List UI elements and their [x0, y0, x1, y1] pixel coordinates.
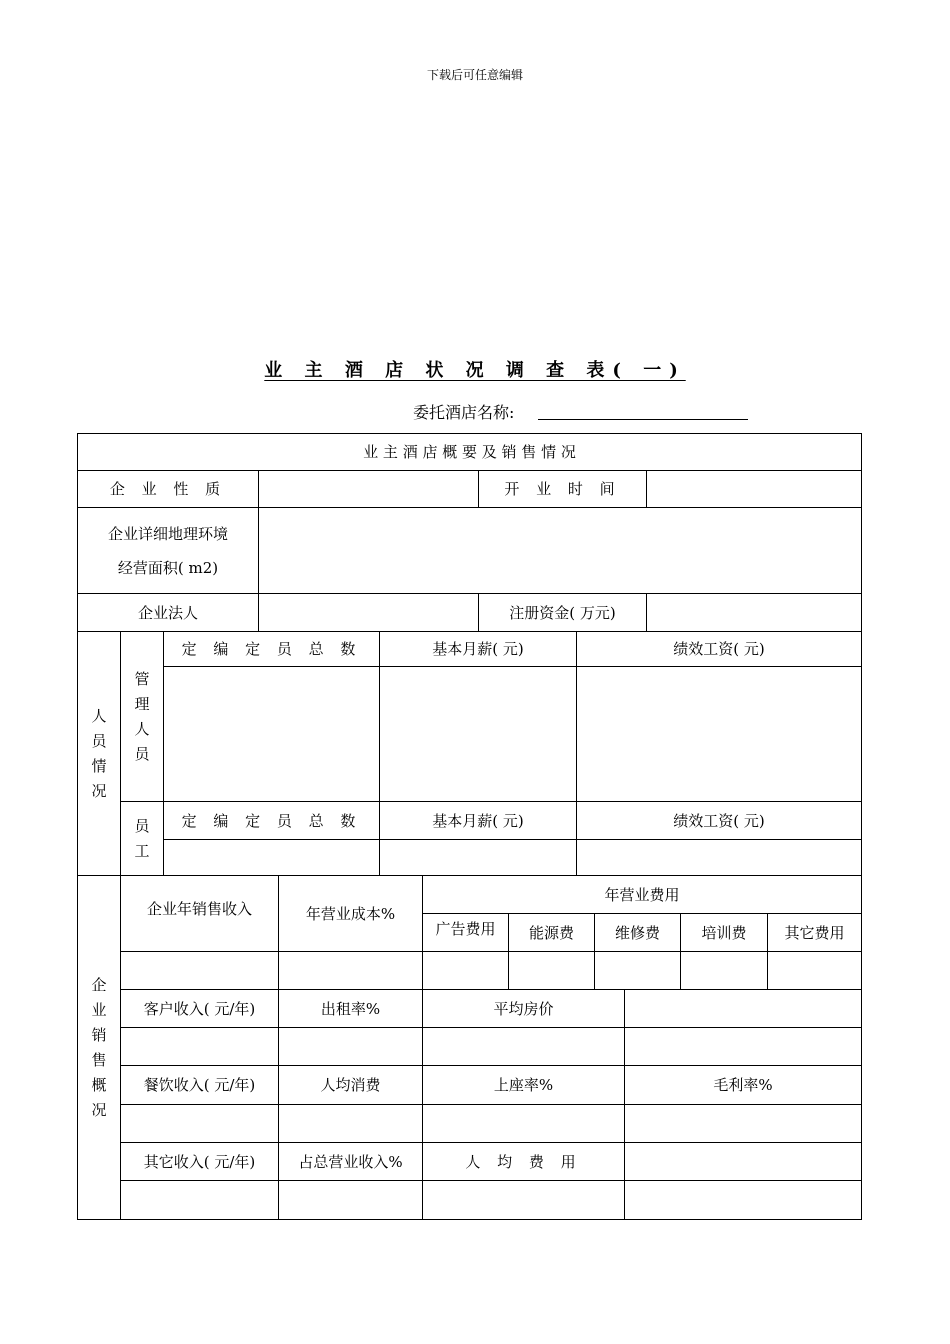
- room-income-field[interactable]: [120, 1027, 279, 1066]
- staff-char: 员: [91, 731, 107, 750]
- other-cost-field[interactable]: [767, 951, 862, 990]
- energy-cost-header: 能源费: [508, 913, 595, 952]
- document-title: [0, 356, 950, 382]
- employee-group-label: [120, 801, 164, 876]
- opening-time-label: 开 业 时 间: [478, 470, 647, 508]
- sales-group-label: [77, 875, 121, 1220]
- repair-cost-header: 维修费: [594, 913, 681, 952]
- training-cost-header: 培训费: [680, 913, 768, 952]
- per-capita-cost-label: 人 均 费 用: [422, 1142, 625, 1181]
- enterprise-nature-label: 企 业 性 质: [77, 470, 259, 508]
- registered-capital-label: 注册资金( 万元): [478, 593, 647, 632]
- gross-margin-label: 毛利率%: [624, 1065, 862, 1105]
- sales-char: 销: [91, 1025, 107, 1044]
- ad-cost-field[interactable]: [422, 951, 509, 990]
- emp-base-salary-field[interactable]: [379, 839, 577, 876]
- other-income-label: 其它收入( 元/年): [120, 1142, 279, 1181]
- annual-sales-field[interactable]: [120, 951, 279, 990]
- address-area-label: [77, 507, 259, 594]
- training-cost-field[interactable]: [680, 951, 768, 990]
- mgmt-quota-header: 定 编 定 员 总 数: [163, 631, 380, 667]
- address-env-label: 企业详细地理环境: [107, 524, 228, 543]
- cost-ratio-field[interactable]: [278, 951, 423, 990]
- management-char: 管: [134, 669, 150, 688]
- cost-ratio-header: 年营业成本%: [278, 875, 423, 952]
- other-cost-header: 其它费用: [767, 913, 862, 952]
- business-area-label: 经营面积( m2): [117, 558, 219, 577]
- opening-time-field[interactable]: [646, 470, 862, 508]
- energy-cost-field[interactable]: [508, 951, 595, 990]
- staff-group-label: [77, 631, 121, 876]
- fnb-income-label: 餐饮收入( 元/年): [120, 1065, 279, 1105]
- per-capita-spend-field[interactable]: [278, 1104, 423, 1143]
- registered-capital-field[interactable]: [646, 593, 862, 632]
- annual-sales-header: 企业年销售收入: [120, 875, 279, 952]
- management-char: 员: [134, 744, 150, 763]
- per-capita-cost-field[interactable]: [422, 1180, 625, 1220]
- table-banner: 业 主 酒 店 概 要 及 销 售 情 况: [77, 433, 862, 471]
- occupancy-field[interactable]: [278, 1027, 423, 1066]
- hotel-name-field[interactable]: [538, 419, 748, 420]
- ad-cost-header: 广告费用: [422, 913, 509, 952]
- room-extra-field[interactable]: [624, 989, 862, 1028]
- management-char: 理: [134, 694, 150, 713]
- address-area-field[interactable]: [258, 507, 862, 594]
- mgmt-perf-salary-header: 绩效工资( 元): [576, 631, 862, 667]
- room-income-label: 客户收入( 元/年): [120, 989, 279, 1028]
- sales-char: 况: [91, 1100, 107, 1119]
- staff-char: 情: [91, 756, 107, 775]
- emp-quota-field[interactable]: [163, 839, 380, 876]
- staff-char: 人: [91, 706, 107, 725]
- header-note: 下载后可任意编辑: [426, 68, 523, 82]
- share-of-revenue-label: 占总营业收入%: [278, 1142, 423, 1181]
- sales-char: 企: [91, 975, 107, 994]
- mgmt-perf-salary-field[interactable]: [576, 666, 862, 802]
- fnb-income-field[interactable]: [120, 1104, 279, 1143]
- annual-expense-header: 年营业费用: [422, 875, 862, 914]
- employee-char: 工: [134, 841, 150, 860]
- room-extra-value-field[interactable]: [624, 1027, 862, 1066]
- avg-room-price-field[interactable]: [422, 1027, 625, 1066]
- emp-perf-salary-field[interactable]: [576, 839, 862, 876]
- seat-rate-field[interactable]: [422, 1104, 625, 1143]
- staff-char: 况: [91, 781, 107, 800]
- hotel-name-label: 委托酒店名称:: [413, 403, 515, 422]
- enterprise-nature-field[interactable]: [258, 470, 479, 508]
- repair-cost-field[interactable]: [594, 951, 681, 990]
- seat-rate-label: 上座率%: [422, 1065, 625, 1105]
- gross-margin-field[interactable]: [624, 1104, 862, 1143]
- per-capita-spend-label: 人均消费: [278, 1065, 423, 1105]
- emp-quota-header: 定 编 定 员 总 数: [163, 801, 380, 840]
- legal-person-field[interactable]: [258, 593, 479, 632]
- other-income-field[interactable]: [120, 1180, 279, 1220]
- document-title-text: 业 主 酒 店 状 况 调 查 表( 一): [264, 360, 686, 381]
- emp-base-salary-header: 基本月薪( 元): [379, 801, 577, 840]
- management-group-label: [120, 631, 164, 802]
- emp-perf-salary-header: 绩效工资( 元): [576, 801, 862, 840]
- mgmt-quota-field[interactable]: [163, 666, 380, 802]
- occupancy-label: 出租率%: [278, 989, 423, 1028]
- mgmt-base-salary-field[interactable]: [379, 666, 577, 802]
- other-extra-field[interactable]: [624, 1142, 862, 1181]
- legal-person-label: 企业法人: [77, 593, 259, 632]
- employee-char: 员: [134, 816, 150, 835]
- sales-char: 业: [91, 1000, 107, 1019]
- sales-char: 概: [91, 1075, 107, 1094]
- sales-char: 售: [91, 1050, 107, 1069]
- other-extra-value-field[interactable]: [624, 1180, 862, 1220]
- mgmt-base-salary-header: 基本月薪( 元): [379, 631, 577, 667]
- share-of-revenue-field[interactable]: [278, 1180, 423, 1220]
- management-char: 人: [134, 719, 150, 738]
- avg-room-price-label: 平均房价: [422, 989, 625, 1028]
